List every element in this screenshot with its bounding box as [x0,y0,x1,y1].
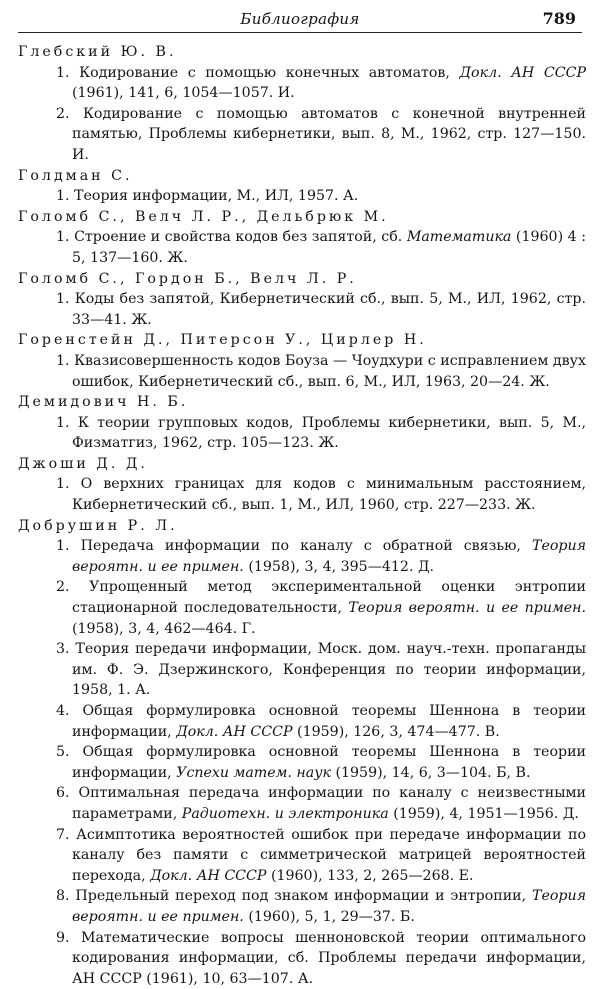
bibliography-list [18,42,586,989]
entry-text: (1960) 4 : 5, 137—160. Ж. [72,229,586,266]
source-title: Математика [406,229,512,246]
bibliography-entry [56,104,586,166]
entry-text: 6. Оптимальная передача информации по каналу с неизвестными параметрами, [56,785,586,822]
bibliography-entry [56,928,586,989]
running-title: Библиография [240,10,360,28]
entry-text: (1961), 141, 6, 1054—1057. И. [72,85,295,102]
entry-text: 4. Общая формулировка основной теоремы Шеннона в теории информации, [56,703,586,740]
entry-text: 8. Предельный переход под знаком информации и энтропии, [56,888,532,905]
entry-text: (1959), 4, 1951—1956. Д. [388,805,579,822]
entry-text: 1. Теория информации, М., ИЛ, 1957. А. [56,188,359,205]
author-block [18,207,586,269]
source-title: Докл. АН СССР [150,867,267,884]
entry-text: 1. Квазисовершенность кодов Боуза — Чоудхури с исправлением двух ошибок, Кибернетический сб., вып. 6, М., ИЛ, 1963, 20—24. Ж. [56,352,586,390]
entry-text: (1958), 3, 4, 462—464. Г. [72,620,256,637]
entry-text: 3. Теория передачи информации, Моск. дом. науч.-техн. пропаганды им. Ф. Э. Дзержинского, Конференция по теории информации, 1958, 1. А. [56,641,586,699]
entry-text: 9. Математические вопросы шенноновской теории оптимального кодирования информации, сб. Проблемы передачи информации, АН СССР (1961), 10, 63—107. А. [56,929,586,987]
author-name: Демидович Н. Б. [18,394,189,411]
bibliography-entry [56,227,586,268]
bibliography-entry [56,783,586,824]
running-header [18,8,582,33]
bibliography-entry [56,351,586,392]
author-name: Горенстейн Д., Питерсон У., Цирлер Н. [18,332,427,349]
bibliography-entry [56,825,586,887]
source-title: Радиотехн. и электроника [181,805,389,822]
bibliography-entry [56,886,586,927]
bibliography-entry [56,742,586,783]
entry-text: (1960), 5, 1, 29—37. Б. [243,908,415,925]
source-title: Успехи матем. наук [176,764,331,781]
author-name: Голомб С., Велч Л. Р., Дельбрюк М. [18,208,389,225]
author-block [18,516,586,989]
bibliography-entry [56,413,586,454]
author-name: Джоши Д. Д. [18,455,148,472]
bibliography-entry [56,577,586,639]
entry-text: 1. Строение и свойства кодов без запятой, сб. [56,229,407,246]
entry-text: (1959), 126, 3, 474—477. В. [292,723,500,740]
bibliography-entry [56,186,586,207]
source-title: Теория вероятн. и ее примен. [348,600,586,617]
author-block [18,330,586,392]
author-name: Голомб С., Гордон Б., Велч Л. Р. [18,270,357,287]
bibliography-entry [56,289,586,330]
bibliography-entry [56,536,586,577]
author-block [18,42,586,166]
entry-text: (1958), 3, 4, 395—412. Д. [243,558,435,575]
source-title: Докл. АН СССР [176,723,293,740]
bibliography-entry [56,701,586,742]
source-title: Докл. АН СССР [459,64,586,81]
author-name: Глебский Ю. В. [18,44,177,60]
bibliography-entry [56,63,586,104]
entry-text: 5. Общая формулировка основной теоремы Шеннона в теории информации, [56,744,586,781]
entry-text: 1. Коды без запятой, Кибернетический сб., вып. 5, М., ИЛ, 1962, стр. 33—41. Ж. [56,291,586,328]
author-name: Голдман С. [18,167,133,184]
author-block [18,392,586,454]
author-block [18,454,586,516]
entry-text: (1960), 133, 2, 265—268. Е. [266,867,474,884]
entry-text: 1. О верхних границах для кодов с минимальным расстоянием, Кибернетический сб., вып. 1, М., ИЛ, 1960, стр. 227—233. Ж. [56,476,586,514]
author-block [18,269,586,331]
entry-text: 2. Кодирование с помощью автоматов с конечной внутренней памятью, Проблемы кибернетики, вып. 8, М., 1962, стр. 127—150. И. [56,105,586,163]
entry-text: 1. К теории групповых кодов, Проблемы кибернетики, вып. 5, М., Физматгиз, 1962, стр. 105—123. Ж. [56,414,586,452]
entry-text: 1. Передача информации по каналу с обратной связью, [56,538,532,555]
entry-text: 7. Асимптотика вероятностей ошибок при передаче информации по каналу без памяти с симметрической матрицей вероятностей перехода, [56,826,586,884]
bibliography-entry [56,639,586,701]
page-number: 789 [542,9,576,28]
entry-text: (1959), 14, 6, 3—104. Б, В. [330,764,531,781]
entry-text: 1. Кодирование с помощью конечных автоматов, [56,64,460,81]
author-name: Добрушин Р. Л. [18,517,178,534]
source-title: Теория вероятн. и ее примен. [72,538,586,575]
entry-text: 2. Упрощенный метод экспериментальной оценки энтропии стационарной последовательности, [56,579,586,617]
source-title: Теория вероятн. и ее примен. [72,888,586,925]
bibliography-entry [56,474,586,515]
author-block [18,166,586,207]
